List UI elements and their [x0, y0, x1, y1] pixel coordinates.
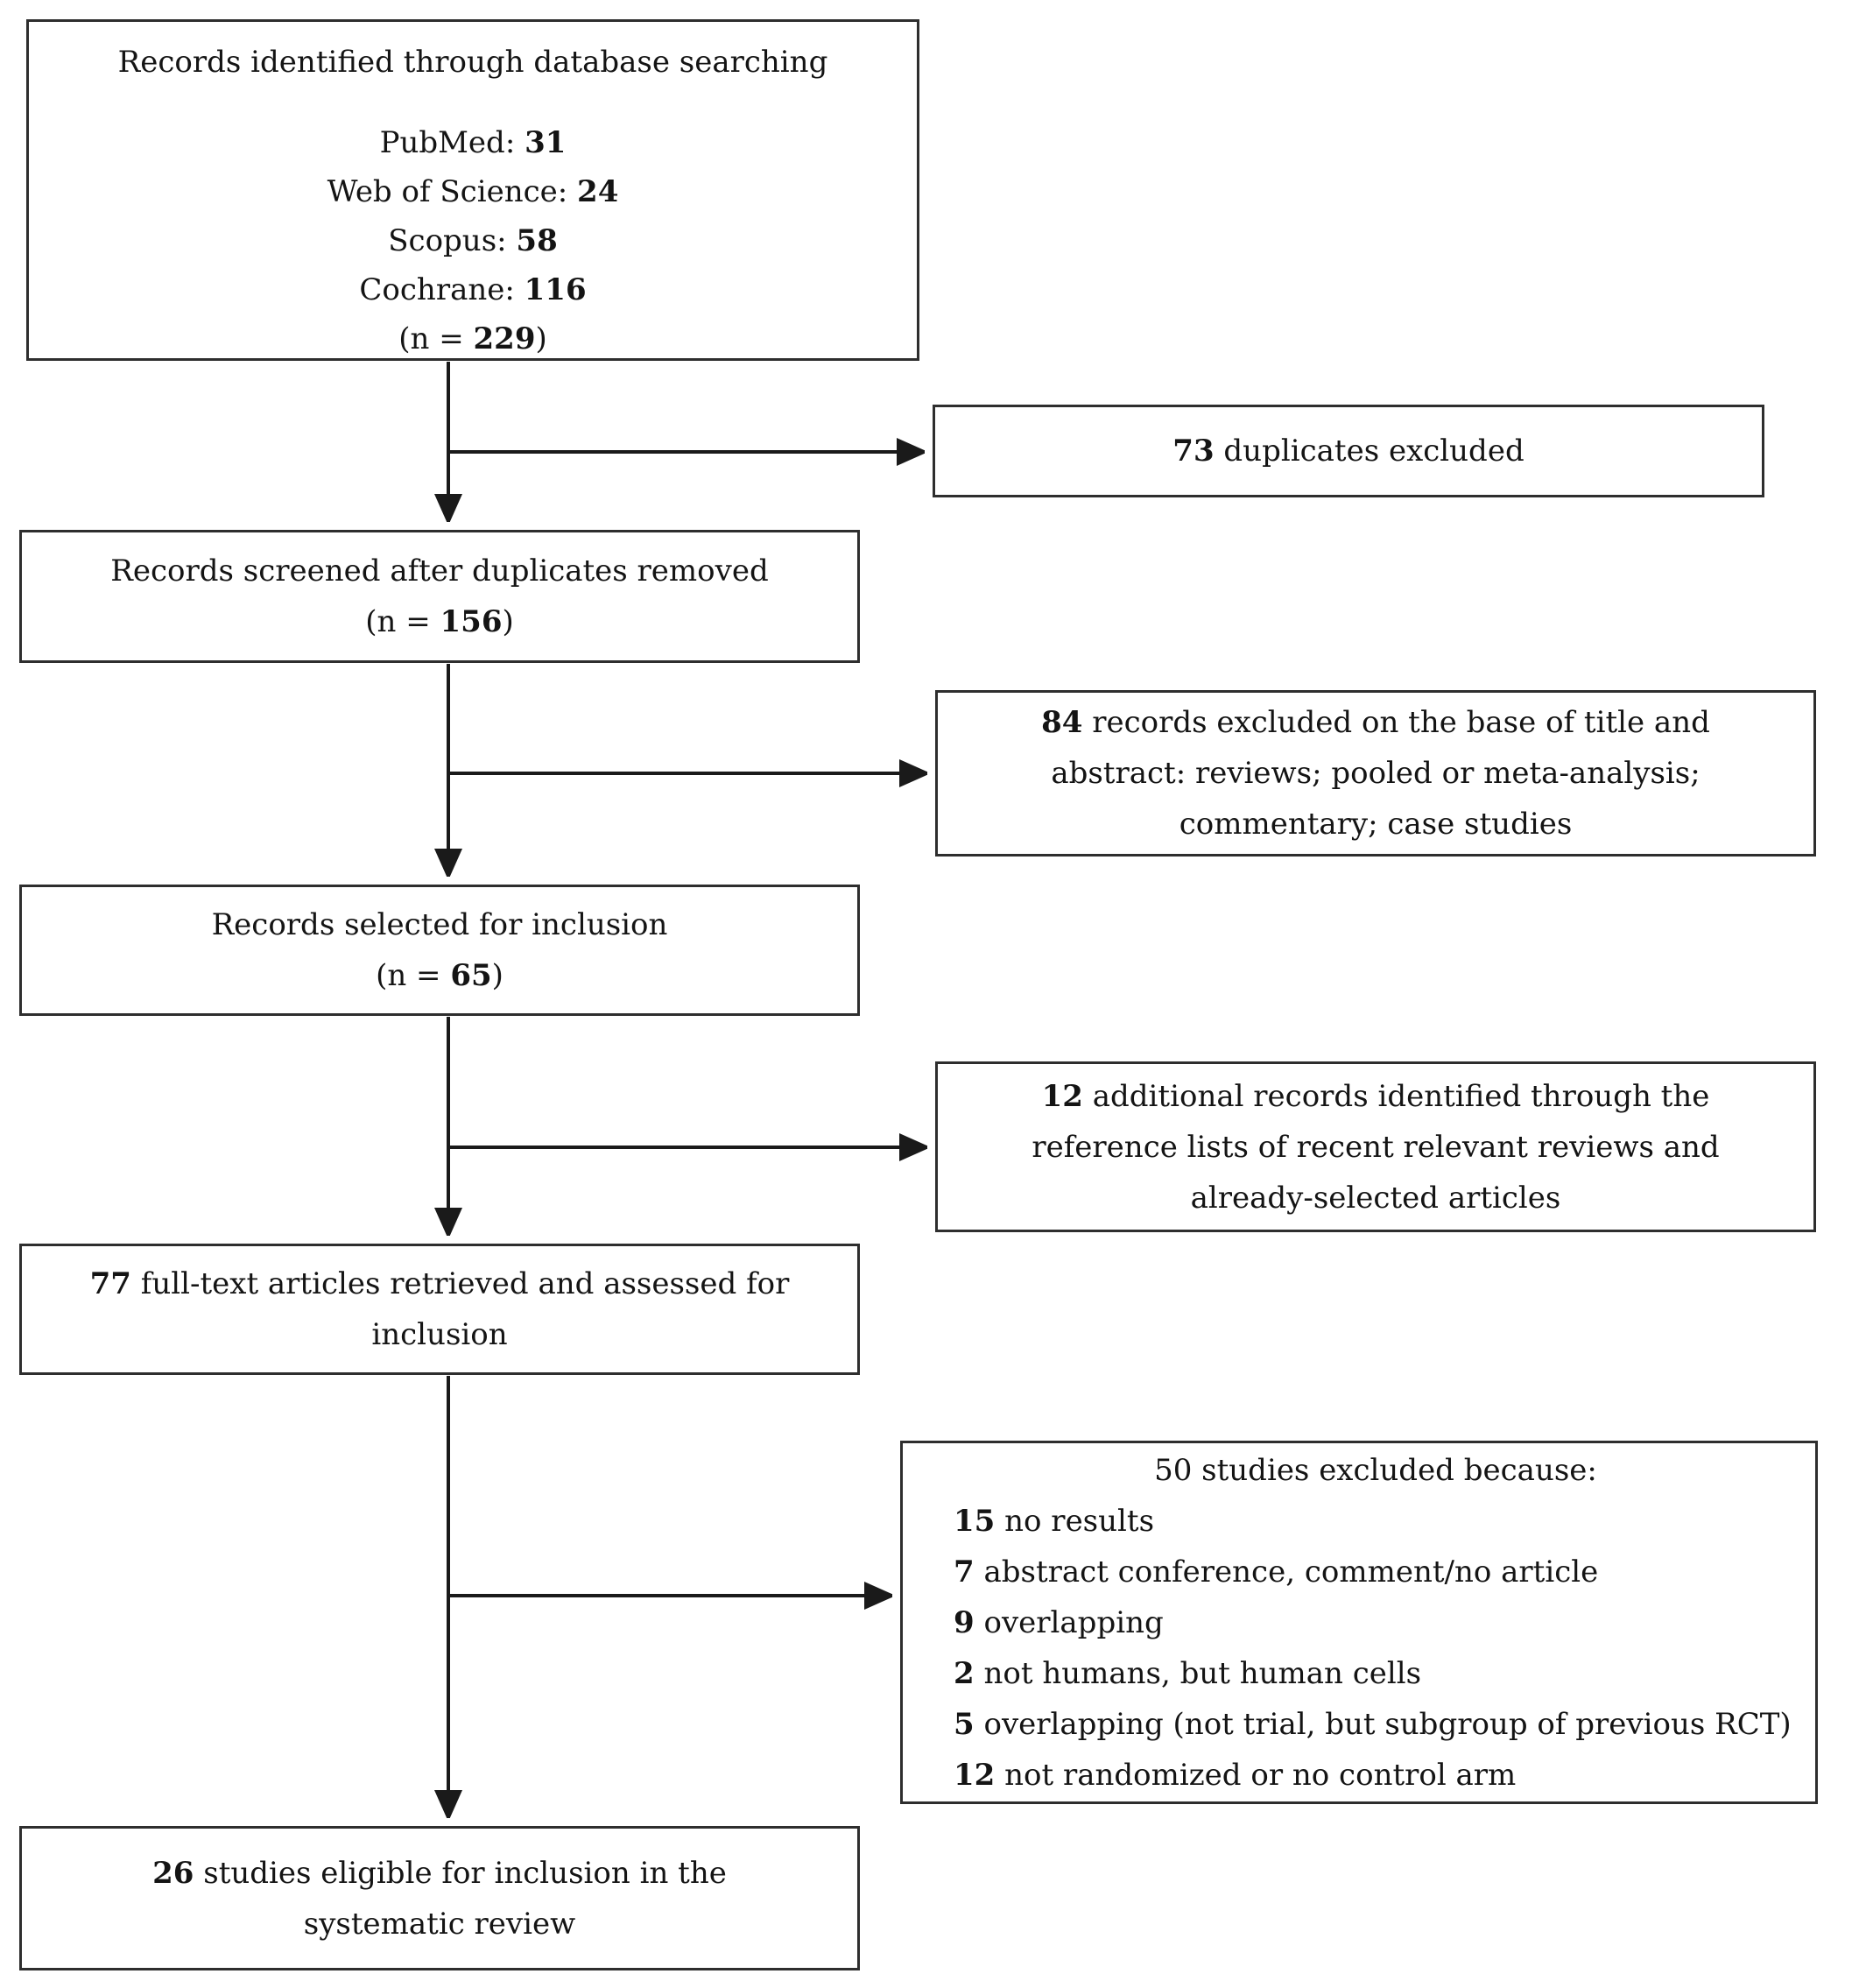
node-additional-records	[935, 1061, 1816, 1232]
node-records-screened-text: Records screened after duplicates removed (n = 156)	[110, 553, 769, 639]
node-records-screened	[19, 530, 860, 663]
node-studies-eligible-text: 26 studies eligible for inclusion in the systematic review	[152, 1855, 727, 1942]
node-excluded-title-abstract	[935, 690, 1816, 857]
node-records-selected-text: Records selected for inclusion (n = 65)	[211, 907, 668, 993]
node-duplicates-excluded	[933, 405, 1764, 497]
node-fulltext-excluded	[900, 1441, 1818, 1804]
node-records-identified-text: Records identified through database searching PubMed: 31 Web of Science: 24 Scopus: 58 Cochrane: 116 (n = 229)	[117, 45, 828, 356]
node-excluded-title-abstract-text: 84 records excluded on the base of title and abstract: reviews; pooled or meta-analysis; commentary; case studies	[1041, 705, 1710, 842]
node-duplicates-excluded-text: 73 duplicates excluded	[1172, 434, 1524, 469]
node-fulltext-assessed-text: 77 full-text articles retrieved and assessed for inclusion	[89, 1266, 790, 1352]
node-fulltext-assessed	[19, 1244, 860, 1375]
node-fulltext-excluded-text: 50 studies excluded because: 15 no results 7 abstract conference, comment/no article 9 overlapping 2 not humans, but human cells 5 overlapping (not trial, but subgroup of previous RCT) 12 not randomized or no control arm	[954, 1452, 1792, 1793]
node-studies-eligible	[19, 1826, 860, 1970]
node-records-identified	[26, 19, 919, 361]
node-records-selected	[19, 885, 860, 1016]
node-additional-records-text: 12 additional records identified through the reference lists of recent relevant reviews and already-selected articles	[1032, 1078, 1720, 1216]
